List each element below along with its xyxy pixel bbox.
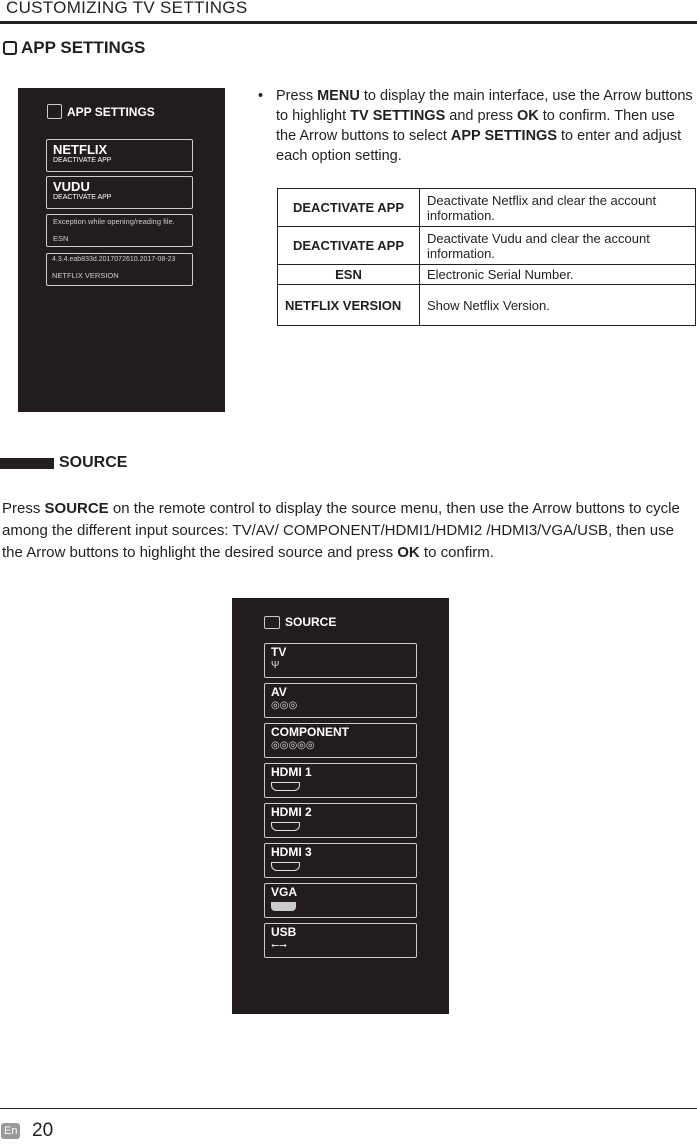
source-name: USB	[271, 925, 297, 939]
source-item	[264, 883, 417, 918]
vudu-item	[46, 176, 193, 209]
source-name: VGA	[271, 885, 298, 899]
square-icon	[47, 104, 62, 119]
source-item	[264, 723, 417, 758]
rca-jacks-icon: ◎◎◎	[271, 700, 298, 711]
app-settings-heading	[3, 38, 145, 58]
netflix-item	[46, 139, 193, 172]
table-row: DEACTIVATE APP Deactivate Netflix and clear the account information.	[278, 189, 696, 227]
item-name: 4.3.4.eab833d.2017072610.2017-08-23	[52, 256, 176, 263]
screen-title: APP SETTINGS	[67, 104, 155, 119]
item-sub: NETFLIX VERSION	[52, 271, 119, 280]
antenna-icon: Ψ	[271, 660, 280, 671]
item-name: VUDU	[53, 179, 90, 194]
item-sub: DEACTIVATE APP	[53, 157, 112, 164]
item-sub: DEACTIVATE APP	[53, 194, 112, 201]
table-row: NETFLIX VERSION Show Netflix Version.	[278, 285, 696, 326]
app-settings-instructions: • Press MENU to display the main interface, use the Arrow buttons to highlight TV SETTINGS and press OK to confirm. Then use the Arrow buttons to select APP SETTINGS to enter and adjust each option setting.	[258, 88, 693, 164]
source-instructions: Press SOURCE on the remote control to display the source menu, then use the Arrow buttons to cycle among the different input sources: TV/AV/ COMPONENT/HDMI1/HDMI2 /HDMI3/VGA/USB, then use the Arrow buttons to highlight the desired source and press OK to confirm.	[2, 500, 680, 561]
source-name: HDMI 2	[271, 805, 312, 819]
header-divider	[0, 21, 697, 24]
rca-jacks-icon: ◎◎◎◎◎	[271, 740, 315, 751]
source-heading	[0, 454, 127, 472]
esn-item	[46, 214, 193, 247]
source-item	[264, 643, 417, 678]
monitor-icon	[264, 616, 280, 629]
source-name: HDMI 3	[271, 845, 312, 859]
source-name: HDMI 1	[271, 765, 312, 779]
page-number: 20	[32, 1120, 54, 1141]
hdmi-port-icon	[271, 819, 410, 836]
hdmi-port-icon	[271, 859, 410, 876]
netflix-version-item	[46, 253, 193, 286]
hdmi-port-icon	[271, 779, 410, 796]
language-badge: En	[1, 1123, 20, 1139]
heading-text: SOURCE	[59, 454, 128, 471]
vga-port-icon	[271, 899, 410, 916]
source-name: COMPONENT	[271, 725, 349, 739]
source-item	[264, 683, 417, 718]
item-sub: ESN	[53, 234, 69, 243]
source-item	[264, 923, 417, 958]
page-header: CUSTOMIZING TV SETTINGS	[6, 0, 248, 17]
source-item	[264, 763, 417, 798]
table-row: ESN Electronic Serial Number.	[278, 265, 696, 285]
source-item	[264, 843, 417, 878]
square-icon	[3, 41, 17, 55]
item-name: Exception while opening/reading file.	[53, 217, 175, 226]
source-name: AV	[271, 685, 287, 699]
usb-icon: ⭠⭢	[271, 940, 287, 951]
footer-divider	[0, 1108, 697, 1109]
item-name: NETFLIX	[53, 142, 108, 157]
app-settings-screen	[18, 88, 225, 412]
screen-title: SOURCE	[285, 615, 337, 629]
heading-text: APP SETTINGS	[21, 38, 146, 57]
heading-bar	[0, 458, 54, 469]
app-settings-table	[277, 188, 696, 326]
source-name: TV	[271, 645, 287, 659]
source-screen	[232, 598, 449, 1014]
source-item	[264, 803, 417, 838]
table-row: DEACTIVATE APP Deactivate Vudu and clear the account information.	[278, 227, 696, 265]
